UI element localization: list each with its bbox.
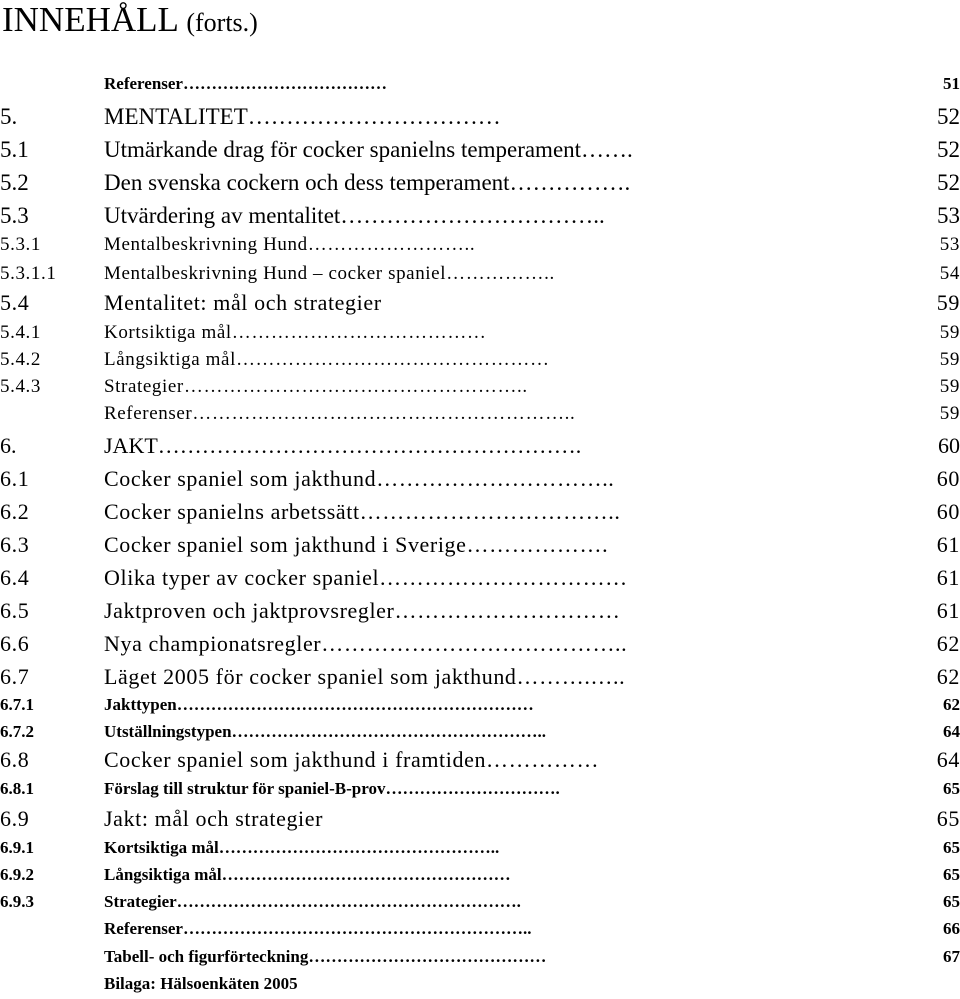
toc-entry-page: 60: [936, 499, 960, 524]
toc-entry[interactable]: [0, 625, 960, 655]
toc-entry-number: 6.3: [0, 532, 30, 557]
toc-entry[interactable]: [0, 715, 960, 740]
toc-entry[interactable]: [0, 493, 960, 523]
toc-entry-text: Kortsiktiga mål…………………………………: [104, 322, 487, 343]
toc-entry-number: 6.9.1: [0, 838, 34, 857]
toc-entry-number: 6.7.2: [0, 722, 34, 741]
toc-entry[interactable]: [0, 741, 960, 771]
toc-entry-page: 65: [943, 865, 960, 884]
toc-entry-text: Utvärdering av mentalitet……………………………..: [104, 203, 605, 228]
toc-entry-page: 62: [936, 664, 960, 689]
toc-entry-page: 61: [936, 565, 960, 590]
toc-entry-text: Bilaga: Hälsoenkäten 2005: [104, 974, 298, 993]
toc-entry[interactable]: [0, 885, 960, 910]
toc-entry-number: 5.3: [0, 203, 29, 228]
toc-entry-page: 53: [937, 203, 960, 228]
toc-entry-text: Referenser………………………………: [104, 74, 387, 93]
toc-entry[interactable]: [0, 131, 960, 161]
toc-entry-number: 5.4.2: [0, 349, 41, 370]
toc-entry-number: 6.1: [0, 466, 30, 491]
toc-entry[interactable]: [0, 316, 960, 342]
toc-entry-number: 6.7: [0, 664, 30, 689]
toc-entry-text: Tabell- och figurförteckning……………………………………: [104, 947, 547, 966]
toc-entry-text: Cocker spanielns arbetssätt……………………………..: [104, 499, 621, 524]
toc-entry-text: Nya championatsregler…………………………………..: [104, 631, 628, 656]
toc-entry-text: Kortsiktiga mål…………………………………………..: [104, 838, 500, 857]
toc-entry[interactable]: [0, 284, 960, 314]
toc-entry[interactable]: [0, 228, 960, 254]
toc-entry[interactable]: [0, 460, 960, 490]
toc-entry[interactable]: [0, 397, 960, 423]
toc-entry-page: 52: [937, 137, 960, 162]
toc-entry-page: 66: [943, 919, 960, 938]
toc-entry-text: Mentalbeskrivning Hund……………………..: [104, 234, 476, 255]
toc-entry-text: Långsiktiga mål…………………………………………: [104, 349, 550, 370]
toc-entry-number: 5.3.1.1: [0, 263, 57, 284]
toc-entry-text: MENTALITET……………………………: [104, 104, 501, 129]
toc-entry-text: Förslag till struktur för spaniel-B-prov………………………….: [104, 779, 560, 798]
toc-entry-text: Utställningstypen………………………………………………..: [104, 722, 547, 741]
toc-entry-number: 5.1: [0, 137, 29, 162]
toc-entry[interactable]: [0, 427, 960, 457]
toc-entry-text: Strategier……………………………………………..: [104, 376, 528, 397]
toc-entry-number: 5.2: [0, 170, 29, 195]
toc-entry-number: 5.: [0, 104, 18, 129]
toc-entry[interactable]: [0, 64, 960, 92]
toc-entry-text: Jakt: mål och strategier: [104, 806, 324, 831]
toc-entry[interactable]: [0, 940, 960, 965]
toc-entry[interactable]: [0, 164, 960, 194]
toc-entry-text: Mentalbeskrivning Hund – cocker spaniel……………..: [104, 263, 555, 284]
toc-entry[interactable]: [0, 559, 960, 589]
toc-entry-number: 6.2: [0, 499, 30, 524]
toc-entry[interactable]: [0, 197, 960, 227]
page-title-main: INNEHÅLL: [2, 0, 178, 39]
toc-entry-number: 6.9.3: [0, 892, 34, 911]
toc-entry-number: 6.5: [0, 598, 30, 623]
toc-entry-page: 64: [936, 747, 960, 772]
toc-entry-page: 51: [943, 74, 960, 93]
toc-entry-page: 54: [939, 263, 960, 284]
toc-entry-text: Utmärkande drag för cocker spanielns temperament…….: [104, 137, 633, 162]
toc-entry[interactable]: [0, 967, 960, 992]
toc-entry[interactable]: [0, 658, 960, 688]
toc-entry-page: 62: [943, 695, 960, 714]
toc-entry-text: Olika typer av cocker spaniel……………………………: [104, 565, 628, 590]
toc-entry-text: Referenser……………………………………………………..: [104, 919, 532, 938]
toc-entry-text: Cocker spaniel som jakthund i Sverige……………….: [104, 532, 609, 557]
toc-entry[interactable]: [0, 858, 960, 883]
toc-entry[interactable]: [0, 257, 960, 283]
toc-entry-text: JAKT………………………………………………….: [104, 433, 582, 458]
toc-entry-page: 65: [943, 838, 960, 857]
toc-entry-number: 6.: [0, 433, 17, 458]
toc-entry-text: Jakttypen………………………………………………………: [104, 695, 534, 714]
toc-entry-text: Referenser…………………………………………………..: [104, 403, 576, 424]
toc-entry-number: 6.8.1: [0, 779, 34, 798]
toc-entry-text: Jaktproven och jaktprovsregler…………………………: [104, 598, 621, 623]
toc-entry-page: 59: [939, 376, 960, 397]
toc-entry[interactable]: [0, 592, 960, 622]
toc-entry-page: 52: [937, 170, 960, 195]
toc-entry-page: 52: [937, 104, 960, 129]
toc-entry-number: 5.4: [0, 290, 30, 315]
page-title-sub: (forts.): [186, 8, 258, 37]
page-title: [2, 0, 258, 40]
toc-entry-text: Cocker spaniel som jakthund…………………………..: [104, 466, 615, 491]
toc-entry-page: 60: [936, 466, 960, 491]
toc-entry-page: 67: [943, 947, 960, 966]
toc-entry-page: 59: [939, 403, 960, 424]
toc-entry[interactable]: [0, 831, 960, 856]
toc-entry-number: 6.6: [0, 631, 30, 656]
toc-entry-number: 5.4.1: [0, 322, 41, 343]
toc-entry-page: 61: [936, 598, 960, 623]
toc-entry-page: 59: [939, 322, 960, 343]
toc-entry-text: Långsiktiga mål……………………………………………: [104, 865, 511, 884]
toc-entry-number: 6.4: [0, 565, 30, 590]
toc-entry-text: Mentalitet: mål och strategier: [104, 290, 382, 315]
toc-entry-page: 62: [936, 631, 960, 656]
toc-entry-number: 5.4.3: [0, 376, 41, 397]
toc-entry-number: 5.3.1: [0, 234, 41, 255]
toc-entry-number: 6.7.1: [0, 695, 34, 714]
toc-entry-page: 65: [943, 892, 960, 911]
toc-entry-number: 6.8: [0, 747, 30, 772]
toc-entry[interactable]: [0, 343, 960, 369]
toc-entry-text: Läget 2005 för cocker spaniel som jakthund……….…..: [104, 664, 626, 689]
toc-entry-page: 60: [938, 433, 960, 458]
toc-entry-page: 53: [939, 234, 960, 255]
toc-entry-page: 64: [943, 722, 960, 741]
toc-entry[interactable]: [0, 912, 960, 937]
toc-entry-page: 65: [936, 806, 960, 831]
toc-entry-page: 65: [943, 779, 960, 798]
toc-entry[interactable]: [0, 800, 960, 830]
toc-entry[interactable]: [0, 98, 960, 128]
toc-entry[interactable]: [0, 688, 960, 713]
toc-entry-page: 59: [936, 290, 960, 315]
toc-entry-number: 6.9: [0, 806, 30, 831]
toc-entry[interactable]: [0, 772, 960, 797]
toc-entry-text: Strategier…………………………………………………….: [104, 892, 521, 911]
toc-entry-text: Den svenska cockern och dess temperament…………….: [104, 170, 631, 195]
toc-entry-page: 59: [939, 349, 960, 370]
toc-entry-number: 6.9.2: [0, 865, 34, 884]
toc-entry[interactable]: [0, 526, 960, 556]
toc-entry[interactable]: [0, 370, 960, 396]
toc-entry-page: 61: [936, 532, 960, 557]
toc-entry-text: Cocker spaniel som jakthund i framtiden……………: [104, 747, 600, 772]
